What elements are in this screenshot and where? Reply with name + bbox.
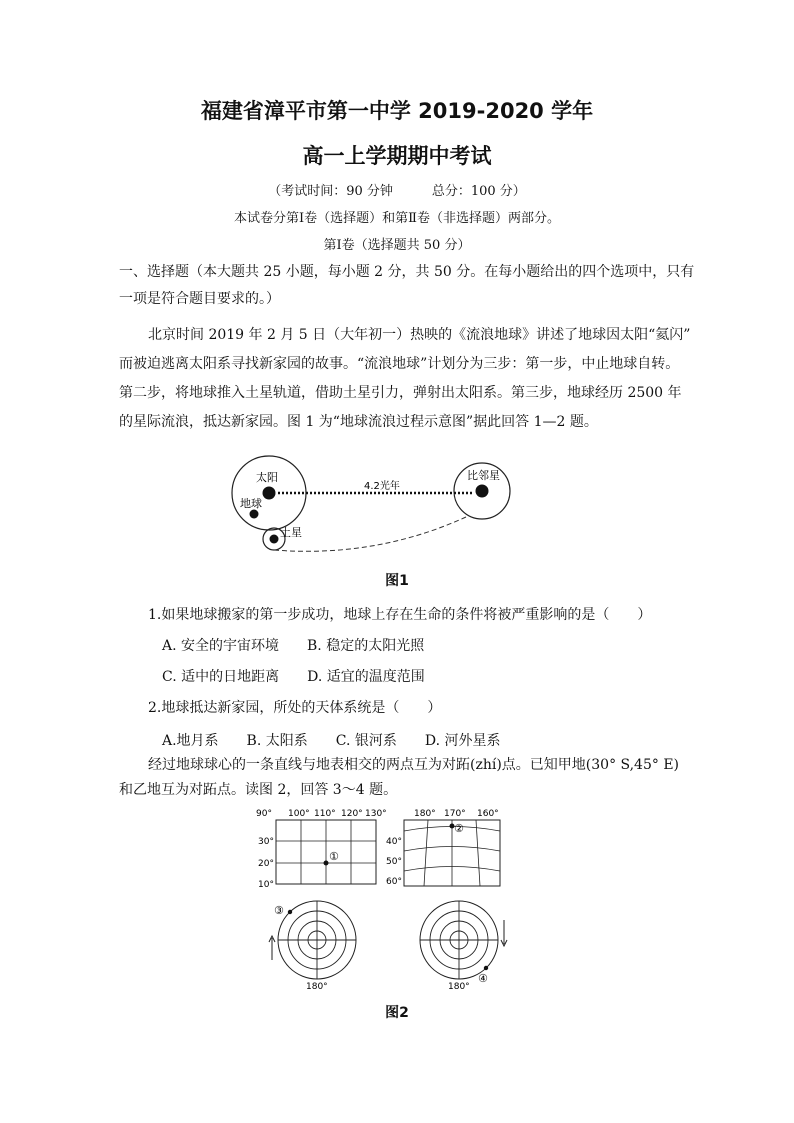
polar1-point — [288, 910, 292, 914]
grid1-top-label: 100° — [288, 809, 310, 819]
polar2-point — [484, 966, 488, 970]
structure-note: 本试卷分第Ⅰ卷（选择题）和第Ⅱ卷（非选择题）两部分。 — [234, 211, 560, 226]
figure1-caption: 图1 — [385, 573, 409, 589]
proxima-dot — [476, 485, 489, 498]
figure1-diagram — [226, 448, 526, 558]
passage1-line4: 的星际流浪，抵达新家园。图 1 为“地球流浪过程示意图”据此回答 1—2 题。 — [119, 414, 598, 430]
grid1-marker: ① — [329, 850, 339, 863]
passage2-line2: 和乙地互为对跖点。读图 2，回答 3～4 题。 — [119, 782, 398, 798]
figure2-grid2 — [384, 806, 514, 892]
distance-label: 4.2光年 — [364, 481, 400, 492]
passage1-line2: 而被迫逃离太阳系寻找新家园的故事。“流浪地球”计划分为三步：第一步，中止地球自转。 — [119, 356, 680, 372]
grid1-left-label: 20° — [258, 859, 274, 869]
grid2-left-label: 50° — [386, 857, 402, 867]
earth-dot — [250, 510, 259, 519]
figure2-polar1 — [262, 898, 372, 990]
question2-options-row1: A.地月系 B. 太阳系 C. 银河系 D. 河外星系 — [162, 733, 501, 749]
grid1-left-label: 30° — [258, 837, 274, 847]
grid1-top-label: 130° — [365, 809, 387, 819]
polar2-marker: ④ — [478, 972, 488, 985]
question1-options-row2: C. 适中的日地距离 D. 适宜的温度范围 — [162, 669, 425, 685]
polar1-marker: ③ — [274, 904, 284, 917]
sun-dot — [263, 487, 276, 500]
exam-info: （考试时间：90 分钟 总分：100 分） — [268, 184, 526, 199]
passage1-line3: 第二步，将地球推入土星轨道，借助土星引力，弹射出太阳系。第三步，地球经历 2500 年 — [119, 385, 682, 401]
saturn-dot — [270, 535, 279, 544]
passage2-line1: 经过地球球心的一条直线与地表相交的两点互为对跖(zhí)点。已知甲地(30° S,45° E) — [148, 757, 680, 773]
grid1-top-label: 90° — [256, 809, 272, 819]
grid2-top-label: 170° — [444, 809, 466, 819]
section-instruction-line1: 一、选择题（本大题共 25 小题，每小题 2 分，共 50 分。在每小题给出的四个选项中，只有 — [119, 264, 695, 280]
grid1-point — [324, 861, 329, 866]
grid1-top-label: 120° — [341, 809, 363, 819]
part1-heading: 第Ⅰ卷（选择题共 50 分） — [323, 238, 471, 253]
trajectory-path — [274, 517, 466, 551]
question2-stem: 2.地球抵达新家园，所处的天体系统是（ ） — [148, 700, 442, 716]
grid2-top-label: 160° — [477, 809, 499, 819]
question1-stem: 1.如果地球搬家的第一步成功，地球上存在生命的条件将被严重影响的是（ ） — [148, 607, 652, 623]
proxima-label: 比邻星 — [467, 469, 500, 482]
sun-label: 太阳 — [256, 471, 278, 484]
earth-label: 地球 — [240, 497, 262, 510]
question1-options-row1: A. 安全的宇宙环境 B. 稳定的太阳光照 — [162, 638, 425, 654]
grid1-left-label: 10° — [258, 880, 274, 890]
grid1-top-label: 110° — [314, 809, 336, 819]
figure2-caption: 图2 — [385, 1005, 409, 1021]
page-subtitle: 高一上学期期中考试 — [302, 144, 492, 168]
figure2-grid1 — [252, 806, 392, 890]
grid2-left-label: 40° — [386, 837, 402, 847]
saturn-label: 土星 — [280, 526, 302, 539]
polar1-label: 180° — [306, 982, 328, 990]
page-title: 福建省漳平市第一中学 2019-2020 学年 — [200, 99, 594, 123]
polar2-label: 180° — [448, 982, 470, 990]
grid2-left-label: 60° — [386, 877, 402, 887]
grid2-marker: ② — [454, 822, 464, 835]
grid2-top-label: 180° — [414, 809, 436, 819]
passage1-line1: 北京时间 2019 年 2 月 5 日（大年初一）热映的《流浪地球》讲述了地球因太阳“氦闪” — [148, 327, 691, 343]
figure2-polar2 — [404, 898, 514, 990]
section-instruction-line2: 一项是符合题目要求的。） — [119, 291, 280, 307]
